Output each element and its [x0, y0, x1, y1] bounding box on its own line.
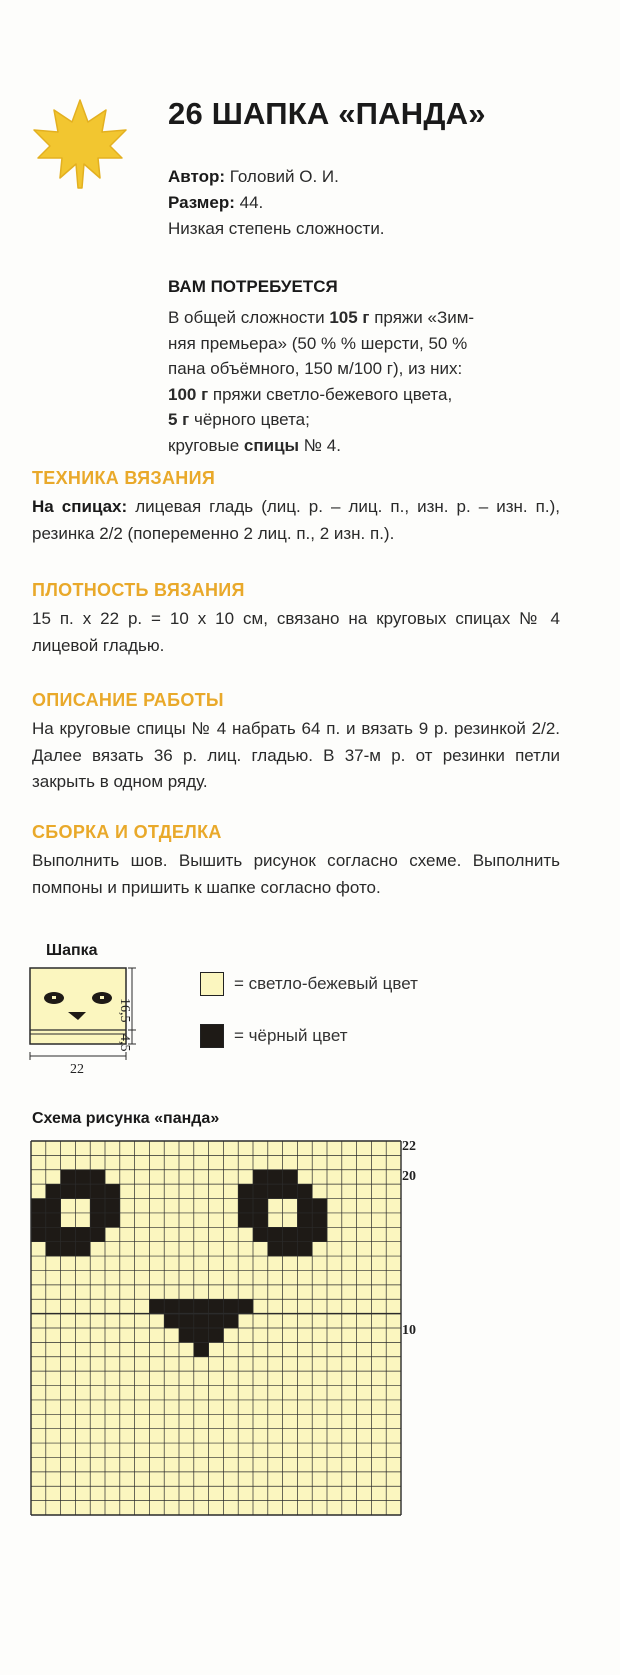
- chart-dark-cell: [194, 1328, 209, 1343]
- chart-dark-cell: [75, 1170, 90, 1185]
- legend-light-label: = светло-бежевый цвет: [234, 974, 418, 993]
- chart-dark-cell: [75, 1242, 90, 1257]
- chart-dark-cell: [61, 1227, 76, 1242]
- legend-light-swatch: [200, 972, 224, 996]
- chart-dark-cell: [90, 1227, 105, 1242]
- chart-dark-cell: [179, 1328, 194, 1343]
- chart-dark-cell: [238, 1213, 253, 1228]
- chart-dark-cell: [283, 1170, 298, 1185]
- chart-dark-cell: [223, 1299, 238, 1314]
- assembly-heading: СБОРКА И ОТДЕЛКА: [32, 822, 222, 842]
- chart-dark-cell: [253, 1199, 268, 1214]
- chart-dark-cell: [238, 1199, 253, 1214]
- chart-dark-cell: [61, 1170, 76, 1185]
- row-label-22: 22: [402, 1139, 416, 1154]
- chart-dark-cell: [268, 1227, 283, 1242]
- project-meta: [168, 164, 588, 242]
- chart-dark-cell: [61, 1242, 76, 1257]
- density-text: 15 п. х 22 р. = 10 х 10 см, связано на круговых спицах № 4 лицевой гладью.: [32, 609, 560, 655]
- density-heading: ПЛОТНОСТЬ ВЯЗАНИЯ: [32, 580, 245, 600]
- chart-dark-cell: [105, 1184, 120, 1199]
- chart-dark-cell: [253, 1213, 268, 1228]
- chart-dark-cell: [105, 1199, 120, 1214]
- assembly-text: Выполнить шов. Вышить рисунок согласно схеме. Выполнить помпоны и пришить к шапке согласно фото.: [32, 851, 560, 897]
- chart-dark-cell: [194, 1342, 209, 1357]
- author-value: Головий О. И.: [225, 167, 339, 186]
- chart-dark-cell: [164, 1299, 179, 1314]
- chart-dark-cell: [312, 1213, 327, 1228]
- technique-text: На спицах: лицевая гладь (лиц. р. – лиц. п., изн. р. – изн. п.), резинка 2/2 (попеременно 2 лиц. п., 2 изн. п.).: [32, 497, 560, 543]
- sketch-height-bottom: 4,5: [117, 1034, 132, 1052]
- chart-dark-cell: [179, 1299, 194, 1314]
- chart-dark-cell: [297, 1199, 312, 1214]
- panda-chart-grid: [30, 1140, 402, 1516]
- chart-dark-cell: [61, 1184, 76, 1199]
- chart-dark-cell: [223, 1314, 238, 1329]
- chart-dark-cell: [209, 1328, 224, 1343]
- chart-dark-cell: [209, 1314, 224, 1329]
- chart-dark-cell: [268, 1242, 283, 1257]
- chart-dark-cell: [46, 1227, 61, 1242]
- hat-sketch-caption: Шапка: [46, 942, 98, 959]
- materials-text: В общей сложности 105 г пряжи «Зим- няя премьера» (50 % % шерсти, 50 % пана объёмного, 150 м/100 г), из них: 100 г пряжи светло-бежевого цвета, 5 г чёрного цвета; круговые спицы № 4.: [168, 308, 475, 455]
- chart-dark-cell: [312, 1199, 327, 1214]
- chart-dark-cell: [312, 1227, 327, 1242]
- chart-dark-cell: [46, 1199, 61, 1214]
- maple-leaf-icon: [30, 96, 130, 192]
- chart-dark-cell: [105, 1213, 120, 1228]
- chart-dark-cell: [194, 1299, 209, 1314]
- chart-dark-cell: [90, 1170, 105, 1185]
- chart-dark-cell: [268, 1184, 283, 1199]
- chart-dark-cell: [253, 1184, 268, 1199]
- legend-dark-label: = чёрный цвет: [234, 1026, 348, 1045]
- chart-dark-cell: [209, 1299, 224, 1314]
- chart-dark-cell: [268, 1170, 283, 1185]
- chart-dark-cell: [46, 1242, 61, 1257]
- page-title: 26 ШАПКА «ПАНДА»: [168, 96, 486, 131]
- chart-dark-cell: [283, 1227, 298, 1242]
- chart-caption: Схема рисунка «панда»: [32, 1110, 220, 1127]
- sketch-height-top: 16,5: [117, 998, 132, 1023]
- chart-dark-cell: [283, 1184, 298, 1199]
- chart-dark-cell: [297, 1242, 312, 1257]
- difficulty: Низкая степень сложности.: [168, 219, 385, 238]
- chart-dark-cell: [297, 1213, 312, 1228]
- chart-dark-cell: [75, 1184, 90, 1199]
- chart-dark-cell: [90, 1184, 105, 1199]
- chart-dark-cell: [164, 1314, 179, 1329]
- chart-dark-cell: [253, 1170, 268, 1185]
- chart-dark-cell: [90, 1213, 105, 1228]
- chart-dark-cell: [238, 1299, 253, 1314]
- chart-dark-cell: [46, 1213, 61, 1228]
- chart-dark-cell: [46, 1184, 61, 1199]
- chart-dark-cell: [283, 1242, 298, 1257]
- chart-dark-cell: [90, 1199, 105, 1214]
- technique-heading: ТЕХНИКА ВЯЗАНИЯ: [32, 468, 216, 488]
- chart-dark-cell: [149, 1299, 164, 1314]
- size-label: Размер:: [168, 193, 235, 212]
- chart-dark-cell: [31, 1227, 46, 1242]
- description-heading: ОПИСАНИЕ РАБОТЫ: [32, 690, 224, 710]
- chart-dark-cell: [31, 1213, 46, 1228]
- author-label: Автор:: [168, 167, 226, 186]
- row-label-10: 10: [402, 1323, 416, 1338]
- panda-chart: [30, 1140, 402, 1516]
- legend-dark-swatch: [200, 1024, 224, 1048]
- hat-sketch: [28, 966, 168, 1078]
- chart-dark-cell: [179, 1314, 194, 1329]
- chart-dark-cell: [297, 1227, 312, 1242]
- chart-dark-cell: [297, 1184, 312, 1199]
- materials-heading: ВАМ ПОТРЕБУЕТСЯ: [168, 277, 338, 296]
- sketch-width: 22: [70, 1062, 84, 1077]
- chart-dark-cell: [75, 1227, 90, 1242]
- description-text: На круговые спицы № 4 набрать 64 п. и вязать 9 р. резинкой 2/2. Далее вязать 36 р. лиц. гладью. В 37-м р. от резинки петли закрыть в одном ряду.: [32, 719, 560, 791]
- chart-dark-cell: [238, 1184, 253, 1199]
- size-value: 44.: [234, 193, 264, 212]
- row-label-20: 20: [402, 1169, 416, 1184]
- chart-dark-cell: [253, 1227, 268, 1242]
- chart-dark-cell: [194, 1314, 209, 1329]
- chart-dark-cell: [31, 1199, 46, 1214]
